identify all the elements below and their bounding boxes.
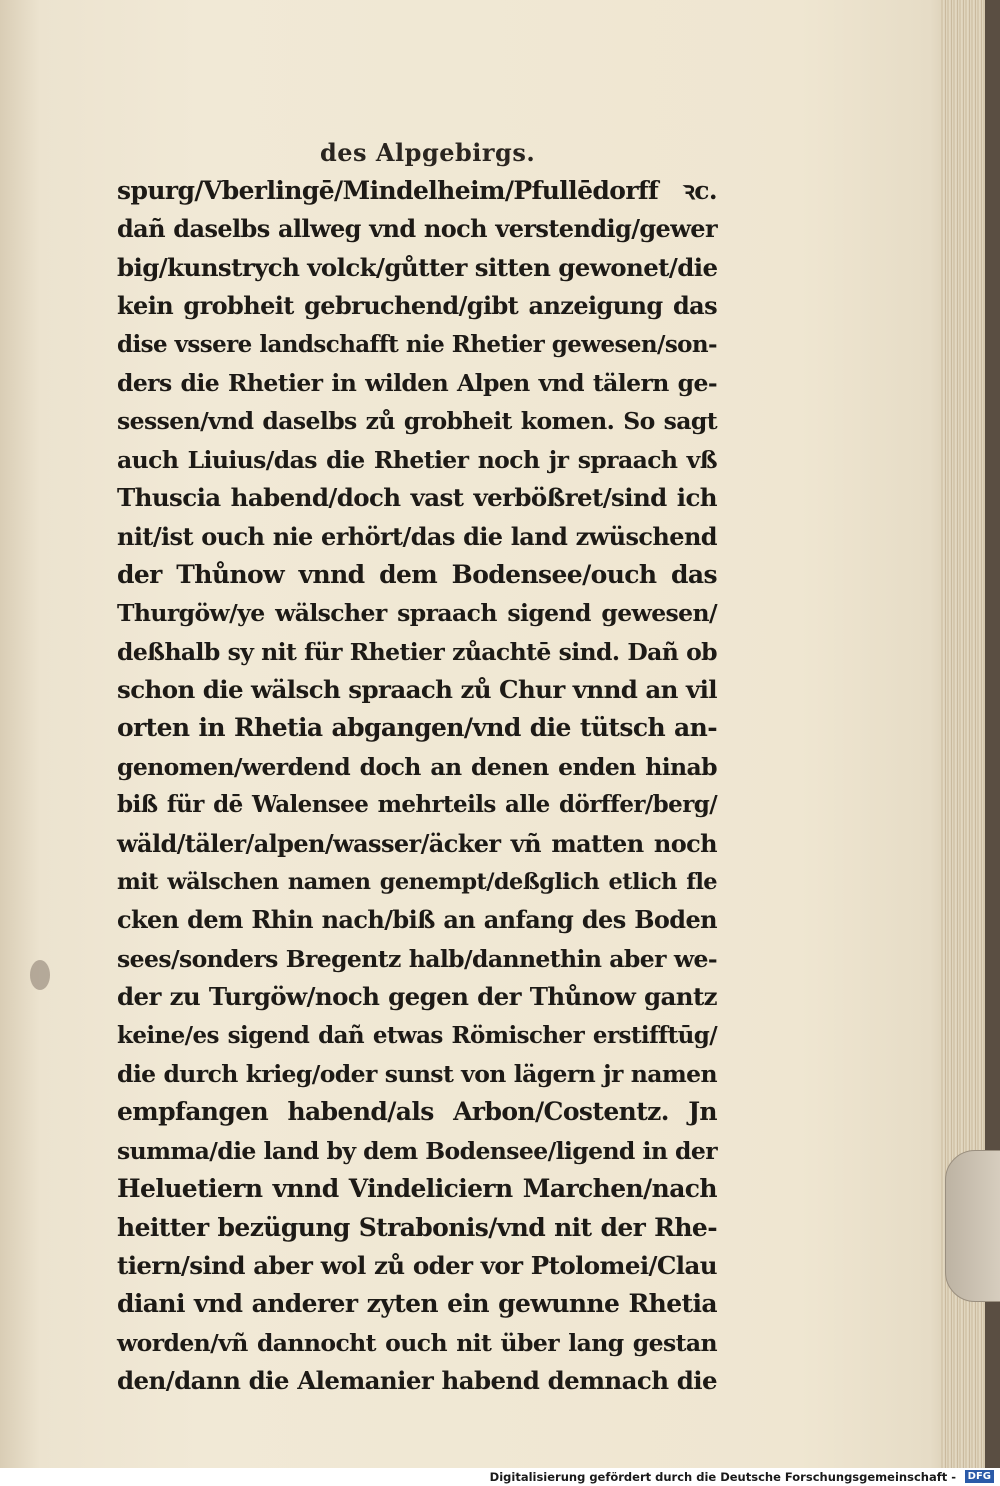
text-line: Heluetiern vnnd Vindeliciern Marchen/nach	[117, 1174, 717, 1204]
text-line: empfangen habend/als Arbon/Costentz. Jn	[117, 1097, 717, 1127]
text-line: sessen/vnd daselbs zů grobheit komen. So sagt	[117, 407, 717, 436]
text-line: der zu Turgöw/noch gegen der Thůnow gantz	[117, 982, 717, 1012]
text-line: tiern/sind aber wol zů oder vor Ptolomei/Clau	[117, 1250, 717, 1280]
text-line: big/kunstrych volck/gůtter sitten gewonet/die	[117, 252, 718, 282]
text-line: heitter bezügung Strabonis/vnd nit der Rhe-	[117, 1212, 717, 1242]
page-clip	[945, 1150, 1000, 1302]
text-line: summa/die land by dem Bodensee/ligend in der	[117, 1136, 717, 1165]
text-line: den/dann die Alemanier habend demnach die	[117, 1366, 717, 1396]
text-line: Thuscia habend/doch vast verbößret/sind ich	[117, 483, 717, 513]
text-block	[117, 172, 717, 1401]
text-line: ders die Rhetier in wilden Alpen vnd tälern ge-	[117, 368, 717, 397]
text-line: dise vssere landschafft nie Rhetier gewesen/son-	[117, 330, 717, 358]
text-line: der Thůnow vnnd dem Bodensee/ouch das	[117, 559, 717, 589]
text-line: schon die wälsch spraach zů Chur vnnd an vil	[117, 675, 717, 705]
text-line: orten in Rhetia abgangen/vnd die tütsch an-	[117, 713, 717, 743]
text-line: diani vnd anderer zyten ein gewunne Rhetia	[117, 1289, 717, 1319]
text-line: cken dem Rhin nach/biß an anfang des Boden	[117, 905, 717, 935]
text-line: genomen/werdend doch an denen enden hinab	[117, 752, 717, 781]
text-line: mit wälschen namen genempt/deßglich etlich fle	[117, 869, 717, 896]
text-line: auch Liuius/das die Rhetier noch jr spraach vß	[117, 445, 717, 474]
text-line: keine/es sigend dañ etwas Römischer erstifftūg/	[117, 1021, 717, 1049]
text-line: sees/sonders Bregentz halb/dannethin aber we-	[117, 944, 717, 973]
text-line: nit/ist ouch nie erhört/das die land zwüschend	[117, 521, 717, 551]
paper-stain	[30, 960, 50, 990]
running-head: des Alpgebirgs.	[320, 138, 536, 167]
text-line: Thurgöw/ye wälscher spraach sigend gewesen/	[117, 599, 717, 628]
text-line: worden/vñ dannocht ouch nit über lang gestan	[117, 1328, 717, 1357]
dfg-logo: DFG	[965, 1470, 994, 1483]
text-line: wäld/täler/alpen/wasser/äcker vñ matten noch	[117, 828, 717, 858]
footer-credit: Digitalisierung gefördert durch die Deutsche Forschungsgemeinschaft -	[489, 1470, 956, 1484]
text-line: biß für dē Walensee mehrteils alle dörffer/berg/	[117, 791, 717, 819]
text-line: die durch krieg/oder sunst von lägern jr namen	[117, 1059, 717, 1088]
text-line: kein grobheit gebruchend/gibt anzeigung das	[117, 291, 717, 321]
text-line: deßhalb sy nit für Rhetier zůachtē sind. Dañ ob	[117, 637, 717, 666]
text-line: spurg/Vberlingē/Mindelheim/Pfullēdorff ꝛc.	[117, 176, 717, 205]
text-line: dañ daselbs allweg vnd noch verstendig/gewer	[117, 214, 717, 244]
